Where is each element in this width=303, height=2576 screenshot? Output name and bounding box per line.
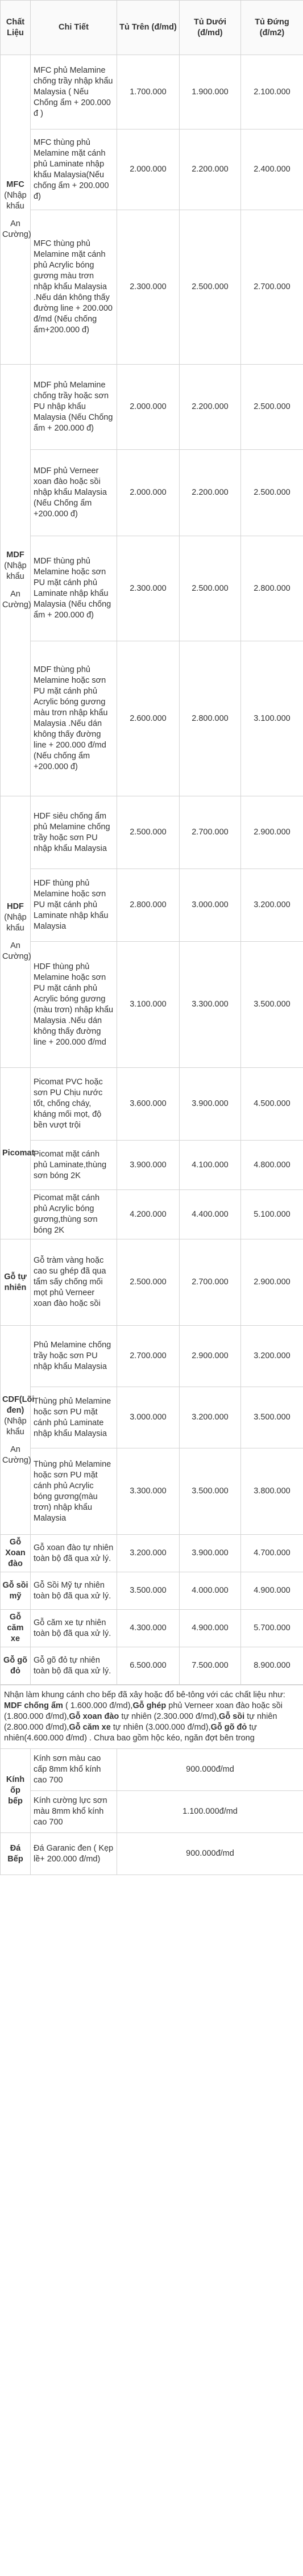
price-bottom-cell: 4.400.000 [180, 1190, 241, 1239]
material-cell [1, 1068, 35, 1239]
price-bottom-cell: 2.700.000 [180, 796, 241, 869]
material-name: MFC [6, 179, 24, 189]
note-row [1, 1685, 303, 1749]
price-tall-cell: 4.800.000 [241, 1141, 303, 1190]
price-top-cell: 2.300.000 [117, 210, 180, 365]
price-top-cell: 3.200.000 [117, 1535, 180, 1572]
extra-price-cell: 900.000đ/md [117, 1833, 303, 1875]
detail-cell: HDF thùng phủ Melamine hoặc sơn PU mặt cánh phủ Laminate nhập khẩu Malaysia [31, 869, 117, 942]
price-tall-cell: 3.800.000 [241, 1448, 303, 1535]
header-top-cabinet: Tủ Trên (đ/md) [117, 1, 180, 55]
table-row [1, 55, 303, 130]
price-bottom-cell: 4.900.000 [180, 1610, 241, 1647]
price-top-cell: 6.500.000 [117, 1647, 180, 1685]
table-row [1, 536, 303, 641]
extra-detail-cell: Đá Garanic đen ( Kẹp lề+ 200.000 đ/md) [31, 1833, 117, 1875]
price-bottom-cell: 3.000.000 [180, 869, 241, 942]
detail-cell: Gỗ xoan đào tự nhiên toàn bộ đã qua xử lý. [31, 1535, 117, 1572]
detail-cell: HDF thùng phủ Melamine hoặc sơn PU mặt cánh phủ Acrylic bóng gương (màu trơn) nhập khẩu Malaysia .Nếu dán không thấy đường line + 200.000 đ/md [31, 942, 117, 1068]
price-tall-cell: 3.500.000 [241, 942, 303, 1068]
detail-cell: Gỗ căm xe tự nhiên toàn bộ đã qua xử lý. [31, 1610, 117, 1647]
material-name: Gỗ sồi mỹ [2, 1580, 28, 1601]
detail-cell: Gỗ gõ đỏ tự nhiên toàn bộ đã qua xử lý. [31, 1647, 117, 1685]
table-row [1, 1610, 303, 1647]
price-bottom-cell: 3.900.000 [180, 1535, 241, 1572]
note-text: tự nhiên (3.000.000 đ/md), [110, 1723, 211, 1732]
detail-cell: MDF thùng phủ Melamine hoặc sơn PU mặt cánh phủ Laminate nhập khẩu Malaysia (Nếu chống ẩm + 200.000 đ) [31, 536, 117, 641]
price-bottom-cell: 2.900.000 [180, 1326, 241, 1387]
price-top-cell: 2.500.000 [117, 1239, 180, 1326]
price-bottom-cell: 4.000.000 [180, 1572, 241, 1610]
price-top-cell: 3.300.000 [117, 1448, 180, 1535]
note-text: tự nhiên (2.300.000 đ/md), [119, 1712, 219, 1721]
material-cell [1, 55, 31, 365]
material-cell [1, 1326, 35, 1535]
material-name: Gỗ tự nhiên [4, 1272, 27, 1292]
price-bottom-cell: 3.300.000 [180, 942, 241, 1068]
table-row [1, 365, 303, 450]
note-material: MDF chống ẩm [4, 1701, 63, 1710]
price-bottom-cell: 2.700.000 [180, 1239, 241, 1326]
note-material: Gỗ xoan đào [69, 1712, 119, 1721]
material-origin: An Cường) [2, 219, 31, 239]
detail-cell: Picomat mặt cánh phủ Laminate,thùng sơn bóng 2K [31, 1141, 117, 1190]
price-bottom-cell: 3.500.000 [180, 1448, 241, 1535]
header-row [1, 1, 303, 55]
price-bottom-cell: 2.800.000 [180, 641, 241, 796]
material-name: HDF [7, 902, 24, 911]
table-row [1, 1068, 303, 1141]
extra-row [1, 1791, 303, 1833]
price-tall-cell: 5.700.000 [241, 1610, 303, 1647]
price-tall-cell: 2.100.000 [241, 55, 303, 130]
price-bottom-cell: 2.500.000 [180, 536, 241, 641]
table-row [1, 1572, 303, 1610]
material-origin: An Cường) [2, 1444, 31, 1465]
extra-label-cell: Kính ốp bếp [1, 1749, 31, 1833]
price-tall-cell: 3.500.000 [241, 1387, 303, 1448]
price-bottom-cell: 2.200.000 [180, 130, 241, 210]
price-top-cell: 2.600.000 [117, 641, 180, 796]
detail-cell: Phủ Melamine chống trầy hoặc sơn PU nhập khẩu Malaysia [31, 1326, 117, 1387]
table-row [1, 641, 303, 796]
table-row [1, 1326, 303, 1387]
table-row [1, 1448, 303, 1535]
price-top-cell: 2.000.000 [117, 365, 180, 450]
material-cell [1, 365, 31, 796]
price-top-cell: 2.700.000 [117, 1326, 180, 1387]
extras-table [0, 1685, 303, 1875]
price-top-cell: 2.300.000 [117, 536, 180, 641]
price-tall-cell: 2.400.000 [241, 130, 303, 210]
price-tall-cell: 3.200.000 [241, 869, 303, 942]
price-top-cell: 2.000.000 [117, 130, 180, 210]
table-row [1, 130, 303, 210]
price-top-cell: 2.500.000 [117, 796, 180, 869]
extra-detail-cell: Kính cường lực sơn màu 8mm khổ kính cao 700 [31, 1791, 117, 1833]
table-row [1, 869, 303, 942]
header-bottom-cabinet: Tủ Dưới (đ/md) [180, 1, 241, 55]
table-row [1, 1647, 303, 1685]
note-text: Nhận làm khung cánh cho bếp đã xây hoặc đổ bê-tông với các chất liệu như: [4, 1690, 285, 1700]
price-tall-cell: 4.900.000 [241, 1572, 303, 1610]
detail-cell: Thùng phủ Melamine hoặc sơn PU mặt cánh phủ Acrylic bóng gương(màu trơn) nhập khẩu Malaysia [31, 1448, 117, 1535]
material-cell [1, 1647, 31, 1685]
price-top-cell: 2.800.000 [117, 869, 180, 942]
material-name: MDF [6, 550, 24, 560]
detail-cell: Picomat PVC hoặc sơn PU Chịu nước tốt, chống cháy, kháng mối mọt, độ bền vượt trội [31, 1068, 117, 1141]
table-row [1, 796, 303, 869]
price-tall-cell: 3.200.000 [241, 1326, 303, 1387]
detail-cell: MFC thùng phủ Melamine mặt cánh phủ Acrylic bóng gương màu trơn nhập khẩu Malaysia .Nếu dán không thấy đường line + 200.000 đ/md (Nếu chống ẩm+200.000 đ) [31, 210, 117, 365]
material-origin: (Nhập khẩu [4, 190, 27, 211]
price-top-cell: 2.000.000 [117, 450, 180, 536]
price-tall-cell: 4.700.000 [241, 1535, 303, 1572]
note-material: Gỗ gõ đỏ [210, 1723, 247, 1732]
header-material: Chất Liệu [1, 1, 31, 55]
price-top-cell: 3.100.000 [117, 942, 180, 1068]
material-origin: An Cường) [2, 590, 31, 609]
material-origin: An Cường) [2, 941, 31, 961]
price-tall-cell: 2.500.000 [241, 365, 303, 450]
price-top-cell: 3.000.000 [117, 1387, 180, 1448]
note-text: tự nhiên (2.800.000 đ/md), [4, 1712, 277, 1732]
note-text: ( 1.600.000 đ/md), [63, 1701, 133, 1710]
price-bottom-cell: 3.200.000 [180, 1387, 241, 1448]
price-tall-cell: 2.500.000 [241, 450, 303, 536]
extra-price-cell: 900.000đ/md [117, 1749, 303, 1791]
extra-row [1, 1749, 303, 1791]
header-tall-cabinet: Tủ Đứng (đ/m2) [241, 1, 303, 55]
header-detail: Chi Tiết [31, 1, 117, 55]
price-bottom-cell: 2.200.000 [180, 365, 241, 450]
extra-detail-cell: Kính sơn màu cao cấp 8mm khổ kính cao 700 [31, 1749, 117, 1791]
price-bottom-cell: 7.500.000 [180, 1647, 241, 1685]
material-name: Gỗ gõ đỏ [3, 1655, 27, 1676]
price-top-cell: 4.200.000 [117, 1190, 180, 1239]
price-top-cell: 3.600.000 [117, 1068, 180, 1141]
custom-frame-note [1, 1685, 303, 1749]
detail-cell: Gỗ Sồi Mỹ tự nhiên toàn bộ đã qua xử lý. [31, 1572, 117, 1610]
price-tall-cell: 2.900.000 [241, 796, 303, 869]
price-bottom-cell: 1.900.000 [180, 55, 241, 130]
price-tall-cell: 2.900.000 [241, 1239, 303, 1326]
extra-row [1, 1833, 303, 1875]
detail-cell: MDF phủ Melamine chống trầy hoặc sơn PU nhập khẩu Malaysia (Nếu Chống ẩm + 200.000 đ) [31, 365, 117, 450]
note-text: tự nhiên(4.600.000 đ/md) . Chưa bao gồm hộc kéo, ngăn đợt bên trong [4, 1723, 257, 1743]
table-row [1, 1190, 303, 1239]
material-name: Gỗ căm xe [7, 1613, 24, 1643]
detail-cell: MFC phủ Melamine chống trầy nhập khẩu Malaysia ( Nếu Chống ẩm + 200.000 đ ) [31, 55, 117, 130]
price-top-cell: 3.500.000 [117, 1572, 180, 1610]
material-origin: (Nhập khẩu [4, 561, 27, 581]
detail-cell: MDF phủ Verneer xoan đào hoặc sồi nhập khẩu Malaysia (Nếu Chống ẩm +200.000 đ) [31, 450, 117, 536]
material-name: Gỗ Xoan đào [5, 1538, 26, 1568]
price-table-body [1, 55, 303, 1685]
price-top-cell: 3.900.000 [117, 1141, 180, 1190]
price-tall-cell: 4.500.000 [241, 1068, 303, 1141]
table-row [1, 1535, 303, 1572]
price-tall-cell: 5.100.000 [241, 1190, 303, 1239]
price-tall-cell: 3.100.000 [241, 641, 303, 796]
price-bottom-cell: 4.100.000 [180, 1141, 241, 1190]
extra-label-cell: Đá Bếp [1, 1833, 31, 1875]
table-row [1, 210, 303, 365]
detail-cell: Picomat mặt cánh phủ Acrylic bóng gương,thùng sơn bóng 2K [31, 1190, 117, 1239]
price-tall-cell: 2.700.000 [241, 210, 303, 365]
material-name: CDF(Lõi đen) [2, 1395, 35, 1415]
detail-cell: Gỗ tràm vàng hoặc cao su ghép đã qua tẩm sấy chống mối mọt phủ Verneer xoan đào hoặc sồi [31, 1239, 117, 1326]
table-row [1, 450, 303, 536]
detail-cell: MFC thùng phủ Melamine mặt cánh phủ Laminate nhập khẩu Malaysia(Nếu chống ẩm + 200.000 đ) [31, 130, 117, 210]
table-row [1, 942, 303, 1068]
extras-body [1, 1749, 303, 1875]
material-origin: (Nhập khẩu [4, 913, 27, 933]
price-top-cell: 4.300.000 [117, 1610, 180, 1647]
material-cell [1, 1535, 31, 1572]
note-material: Gỗ ghép [132, 1701, 167, 1710]
detail-cell: HDF siêu chống ẩm phủ Melamine chống trầy hoặc sơn PU nhập khẩu Malaysia [31, 796, 117, 869]
price-bottom-cell: 2.200.000 [180, 450, 241, 536]
material-cell [1, 1610, 31, 1647]
table-row [1, 1141, 303, 1190]
price-tall-cell: 2.800.000 [241, 536, 303, 641]
note-material: Gỗ sồi [219, 1712, 245, 1721]
price-bottom-cell: 2.500.000 [180, 210, 241, 365]
material-origin: (Nhập khẩu [4, 1416, 27, 1437]
extra-price-cell: 1.100.000đ/md [117, 1791, 303, 1833]
table-row [1, 1239, 303, 1326]
price-bottom-cell: 3.900.000 [180, 1068, 241, 1141]
material-cell [1, 1239, 31, 1326]
material-name: Picomat [2, 1149, 35, 1158]
price-tall-cell: 8.900.000 [241, 1647, 303, 1685]
detail-cell: MDF thùng phủ Melamine hoặc sơn PU mặt cánh phủ Acrylic bóng gương màu trơn nhập khẩu Malaysia .Nếu dán không thấy đường line + 200.000 đ/md (Nếu chống ẩm +200.000 đ) [31, 641, 117, 796]
material-cell [1, 796, 31, 1068]
material-cell [1, 1572, 31, 1610]
table-row [1, 1387, 303, 1448]
detail-cell: Thùng phủ Melamine hoặc sơn PU mặt cánh phủ Laminate nhập khẩu Malaysia [31, 1387, 117, 1448]
note-text: phủ Verneer xoan đào hoặc sồi (1.800.000 đ/md), [4, 1701, 283, 1721]
price-top-cell: 1.700.000 [117, 55, 180, 130]
note-material: Gỗ căm xe [69, 1723, 111, 1732]
